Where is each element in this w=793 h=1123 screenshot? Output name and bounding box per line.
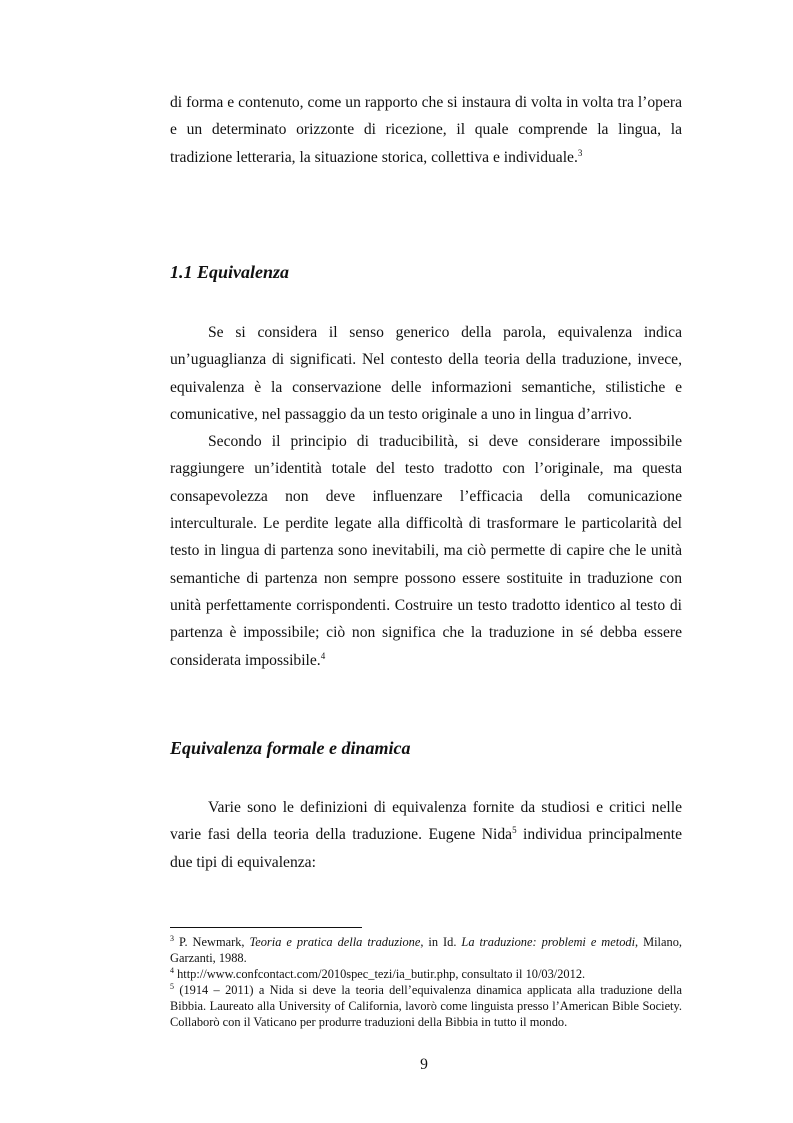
footnotes [170,934,682,1030]
footnote-3-number: 3 [170,934,174,943]
footnote-3-mid: , in Id. [420,935,462,949]
footnote-3-title-2: La traduzione: problemi e metodi [461,935,636,949]
footnote-4-link[interactable]: http://www.confcontact.com/2010spec_tezi/ia_butir.php, consultato il 10/03/2012. [174,967,586,981]
equivalenza-formale-paragraph-1 [170,794,682,876]
footnote-separator [170,927,362,928]
footnote-ref-5[interactable]: 5 [512,825,517,836]
section-heading-equivalenza-formale: Equivalenza formale e dinamica [170,738,411,758]
equivalenza-body [170,319,682,674]
continuation-text: di forma e contenuto, come un rapporto che si instaura di volta in volta tra l’opera e un determinato orizzonte di ricezione, il quale comprende la lingua, la tradizione letteraria, la situazione storica, collettiva e individuale. [170,94,682,166]
footnote-ref-3[interactable]: 3 [577,147,583,158]
equivalenza-paragraph-2-text: Secondo il principio di traducibilità, si deve considerare impossibile raggiungere un’identità totale del testo tradotto con l’originale, ma questa consapevolezza non deve influenzare l’efficacia della comunicazione interculturale. Le perdite legate alla difficoltà di trasformare le particolarità del testo in lingua di partenza sono inevitabili, ma ciò permette di capire che le unità semantiche di partenza non sempre possono essere sostituite in traduzione con unità perfettamente corrispondenti. Costruire un testo tradotto identico al testo di partenza è impossibile; ciò non significa che la traduzione in sé debba essere considerata impossibile. [170,433,682,669]
page-number: 9 [420,1056,428,1073]
footnote-ref-4[interactable]: 4 [320,650,326,661]
footnote-5-number: 5 [170,982,174,991]
equivalenza-formale-body [170,794,682,876]
footnote-3-end: , Milano, Garzanti, 1988. [170,935,682,965]
continuation-paragraph [170,89,682,171]
paragraph-text-part-2: individua principalmente due tipi di equivalenza: [170,826,682,871]
footnote-4 [170,966,682,982]
section-heading-equivalenza: 1.1 Equivalenza [170,262,290,282]
footnote-5-text: (1914 – 2011) a Nida si deve la teoria dell’equivalenza dinamica applicata alla traduzione della Bibbia. Laureato alla University of California, lavorò come linguista presso l’American Bible Society. Collaborò con il Vaticano per produrre traduzioni della Bibbia in tutto il mondo. [170,983,682,1029]
footnote-3 [170,934,682,966]
equivalenza-paragraph-2 [170,428,682,674]
footnote-3-title-1: Teoria e pratica della traduzione [249,935,421,949]
equivalenza-paragraph-1: Se si considera il senso generico della parola, equivalenza indica un’uguaglianza di significati. Nel contesto della teoria della traduzione, invece, equivalenza è la conservazione delle informazioni semantiche, stilistiche e comunicative, nel passaggio da un testo originale a uno in lingua d’arrivo. [170,324,682,423]
paragraph-text-part-1: Varie sono le definizioni di equivalenza fornite da studiosi e critici nelle varie fasi della teoria della traduzione. Eugene Nida [170,799,682,844]
footnote-5 [170,982,682,1030]
footnote-4-number: 4 [170,966,174,975]
footnote-3-author: P. Newmark, [174,935,250,949]
